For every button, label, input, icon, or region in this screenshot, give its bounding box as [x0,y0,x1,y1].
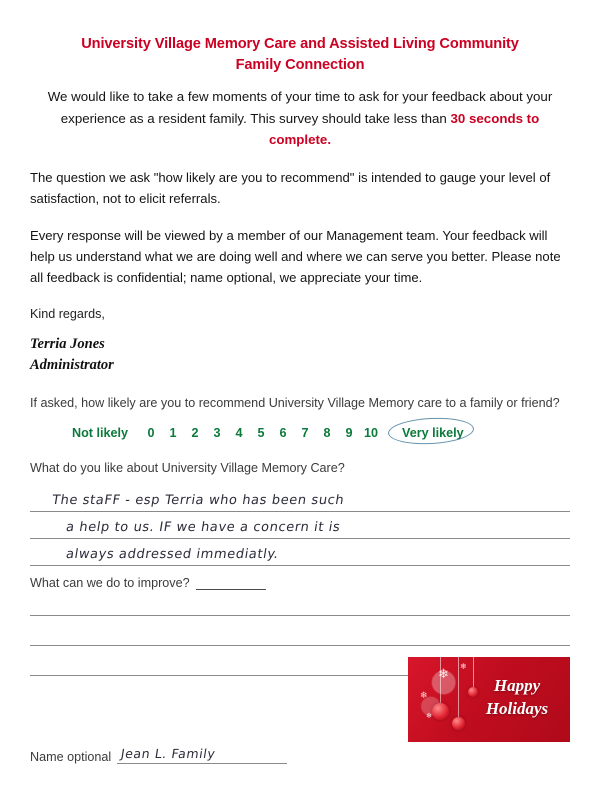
scale-option-4[interactable]: 4 [235,426,243,441]
question-1-label: If asked, how likely are you to recommend University Village Memory care to a family or friend? [30,395,560,410]
happy-holidays-card [408,657,570,742]
handwriting-line-3: always addressed immediatly. [64,546,280,562]
scale-option-2[interactable]: 2 [191,426,199,441]
name-optional-field[interactable] [117,744,287,764]
body-paragraph-2: Every response will be viewed by a member of our Management team. Your feedback will help us understand what we are doing well and where we can serve you better. Please note all feedback is confidential; name optional, we appreciate your time. [30,227,561,286]
scale-low-label: Not likely [72,426,128,441]
signature-name: Terria Jones [30,335,105,352]
answer-line-1[interactable] [30,489,570,512]
scale-high-label[interactable] [394,423,472,443]
signature-role: Administrator [30,357,114,374]
answer-line-2[interactable] [30,516,570,539]
snowflake-icon: ❄ [420,690,428,700]
body-paragraph-1: The question we ask "how likely are you to recommend" is intended to gauge your level of satisfaction, not to elicit referrals. [30,169,551,207]
question-2-answer[interactable] [30,489,570,566]
question-3-row [30,576,570,590]
scale-option-7[interactable]: 7 [301,426,309,441]
scale-option-5[interactable]: 5 [257,426,265,441]
closing-line: Kind regards, [30,306,105,321]
intro-highlight: 30 seconds to complete. [268,110,540,148]
card-greeting-line2: Holidays [485,698,549,718]
intro-paragraph [34,86,566,151]
page-title-line2: Family Connection [235,57,365,74]
blank-line-1[interactable] [30,590,570,616]
ornament-icon [432,703,449,720]
snowflake-icon: ❄ [460,662,467,671]
handwriting-name: Jean L. Family [120,746,217,761]
blank-line-2[interactable] [30,620,570,646]
name-optional-row [30,744,287,764]
snowflake-icon: ❄ [438,666,449,681]
answer-line-3[interactable] [30,543,570,566]
snowflake-icon: ❄ [426,713,432,720]
handwriting-line-1: The staFF - esp Terria who has been such [50,492,346,508]
page-title-line1: University Village Memory Care and Assisted Living Community [81,36,519,52]
scale-option-10[interactable]: 10 [363,426,378,441]
card-greeting-line1: Happy [493,676,541,695]
handwriting-line-2: a help to us. IF we have a concern it is [64,519,342,535]
likert-scale[interactable] [72,423,570,443]
scale-option-9[interactable]: 9 [345,426,353,441]
scale-high-label-text: Very likely [402,426,464,441]
question-2-label: What do you like about University Village Memory Care? [30,461,345,476]
intro-text: We would like to take a few moments of your time to ask for your feedback about your experience as a resident family. This survey should take less than [47,89,553,126]
page-title [36,34,564,76]
scale-option-8[interactable]: 8 [323,426,331,441]
scale-option-0[interactable]: 0 [147,426,155,441]
scale-option-3[interactable]: 3 [213,426,221,441]
scale-option-1[interactable]: 1 [169,426,177,441]
ornament-thread [458,657,459,717]
name-optional-label: Name optional [30,750,112,764]
question-3-answer-blank[interactable] [196,577,266,590]
scale-option-6[interactable]: 6 [279,426,287,441]
ornament-icon [452,717,465,730]
question-3-label: What can we do to improve? [30,575,190,590]
card-greeting [474,675,560,721]
